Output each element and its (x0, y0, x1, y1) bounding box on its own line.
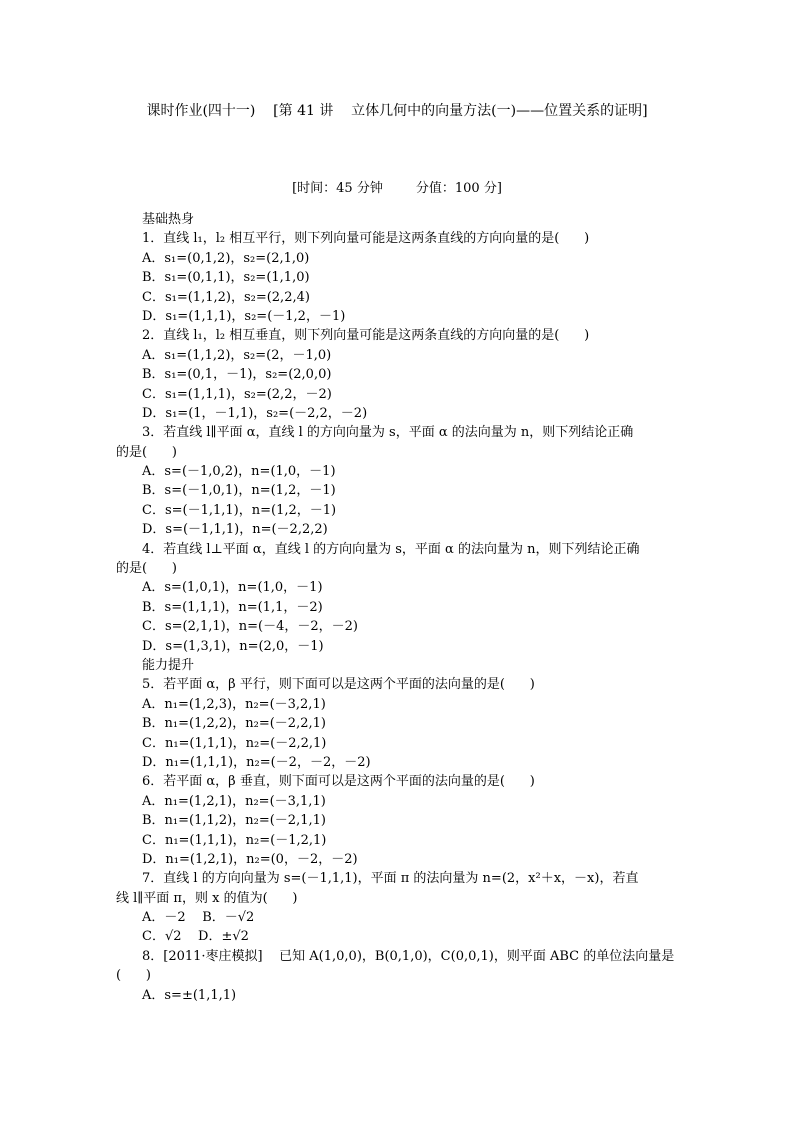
answer-option: D．n₁=(1,1,1)，n₂=(－2，－2，－2) (142, 754, 371, 770)
answer-option: D．s₁=(1,1,1)，s₂=(－1,2，－1) (142, 308, 346, 324)
text-line-continued: 的是( ) (116, 561, 177, 577)
answer-option: C．s=(2,1,1)，n=(－4，－2，－2) (142, 619, 358, 635)
text-line: 6．若平面 α，β 垂直，则下面可以是这两个平面的法向量的是( ) (142, 774, 535, 790)
answer-option: B．s₁=(0,1,1)，s₂=(1,1,0) (142, 270, 310, 286)
answer-option: A．s=(1,0,1)，n=(1,0，－1) (142, 580, 323, 596)
answer-option: B．n₁=(1,2,2)，n₂=(－2,2,1) (142, 716, 326, 732)
time-score-info: [时间：45 分钟 分值：100 分] (292, 181, 502, 196)
answer-option: D．s=(－1,1,1)，n=(－2,2,2) (142, 522, 328, 538)
text-line: 2．直线 l₁，l₂ 相互垂直，则下列向量可能是这两条直线的方向向量的是( ) (142, 328, 590, 344)
answer-option: B．s=(－1,0,1)，n=(1,2，－1) (142, 483, 336, 499)
text-line: 1．直线 l₁，l₂ 相互平行，则下列向量可能是这两条直线的方向向量的是( ) (142, 231, 590, 247)
answer-option: C．√2 D．±√2 (142, 929, 249, 945)
answer-option: B．s=(1,1,1)，n=(1,1，－2) (142, 599, 323, 615)
answer-option: A．s₁=(0,1,2)，s₂=(2,1,0) (142, 250, 310, 266)
text-line-continued: ( ) (116, 968, 151, 984)
answer-option: C．s₁=(1,1,1)，s₂=(2,2，－2) (142, 386, 332, 402)
text-line: 7．直线 l 的方向向量为 s=(－1,1,1)，平面 π 的法向量为 n=(2，x²＋x，－x)，若直 (142, 871, 639, 887)
answer-option: C．n₁=(1,1,1)，n₂=(－1,2,1) (142, 832, 327, 848)
answer-option: D．s₁=(1，－1,1)，s₂=(－2,2，－2) (142, 405, 368, 421)
answer-option: B．n₁=(1,1,2)，n₂=(－2,1,1) (142, 813, 326, 829)
answer-option: A．n₁=(1,2,1)，n₂=(－3,1,1) (142, 793, 326, 809)
text-line-continued: 的是( ) (116, 444, 177, 460)
text-line: 8．[2011·枣庄模拟] 已知 A(1,0,0)，B(0,1,0)，C(0,0,1)，则平面 ABC 的单位法向量是 (142, 948, 675, 964)
text-line: 3．若直线 l∥平面 α，直线 l 的方向向量为 s，平面 α 的法向量为 n，则下列结论正确 (142, 425, 634, 441)
text-line: 5．若平面 α，β 平行，则下面可以是这两个平面的法向量的是( ) (142, 677, 535, 693)
answer-option: B．s₁=(0,1，－1)，s₂=(2,0,0) (142, 367, 332, 383)
answer-option: A．－2 B．－√2 (142, 910, 255, 926)
answer-option: C．s₁=(1,1,2)，s₂=(2,2,4) (142, 289, 310, 305)
text-line: 基础热身 (142, 212, 195, 227)
answer-option: C．n₁=(1,1,1)，n₂=(－2,2,1) (142, 735, 327, 751)
page-title: 课时作业(四十一) [第 41 讲 立体几何中的向量方法(一)——位置关系的证明] (146, 103, 648, 119)
text-line-continued: 线 l∥平面 π，则 x 的值为( ) (116, 890, 298, 906)
answer-option: A．s=(－1,0,2)，n=(1,0，－1) (142, 464, 336, 480)
answer-option: D．n₁=(1,2,1)，n₂=(0，－2，－2) (142, 851, 358, 867)
answer-option: A．s₁=(1,1,2)，s₂=(2，－1,0) (142, 347, 332, 363)
text-line: 能力提升 (142, 657, 195, 673)
answer-option: D．s=(1,3,1)，n=(2,0，－1) (142, 638, 324, 654)
text-line: 4．若直线 l⊥平面 α，直线 l 的方向向量为 s，平面 α 的法向量为 n，则下列结论正确 (142, 541, 640, 557)
answer-option: A．n₁=(1,2,3)，n₂=(－3,2,1) (142, 696, 326, 712)
answer-option: A．s=±(1,1,1) (142, 987, 237, 1003)
question-body (116, 210, 676, 1005)
answer-option: C．s=(－1,1,1)，n=(1,2，－1) (142, 502, 337, 518)
